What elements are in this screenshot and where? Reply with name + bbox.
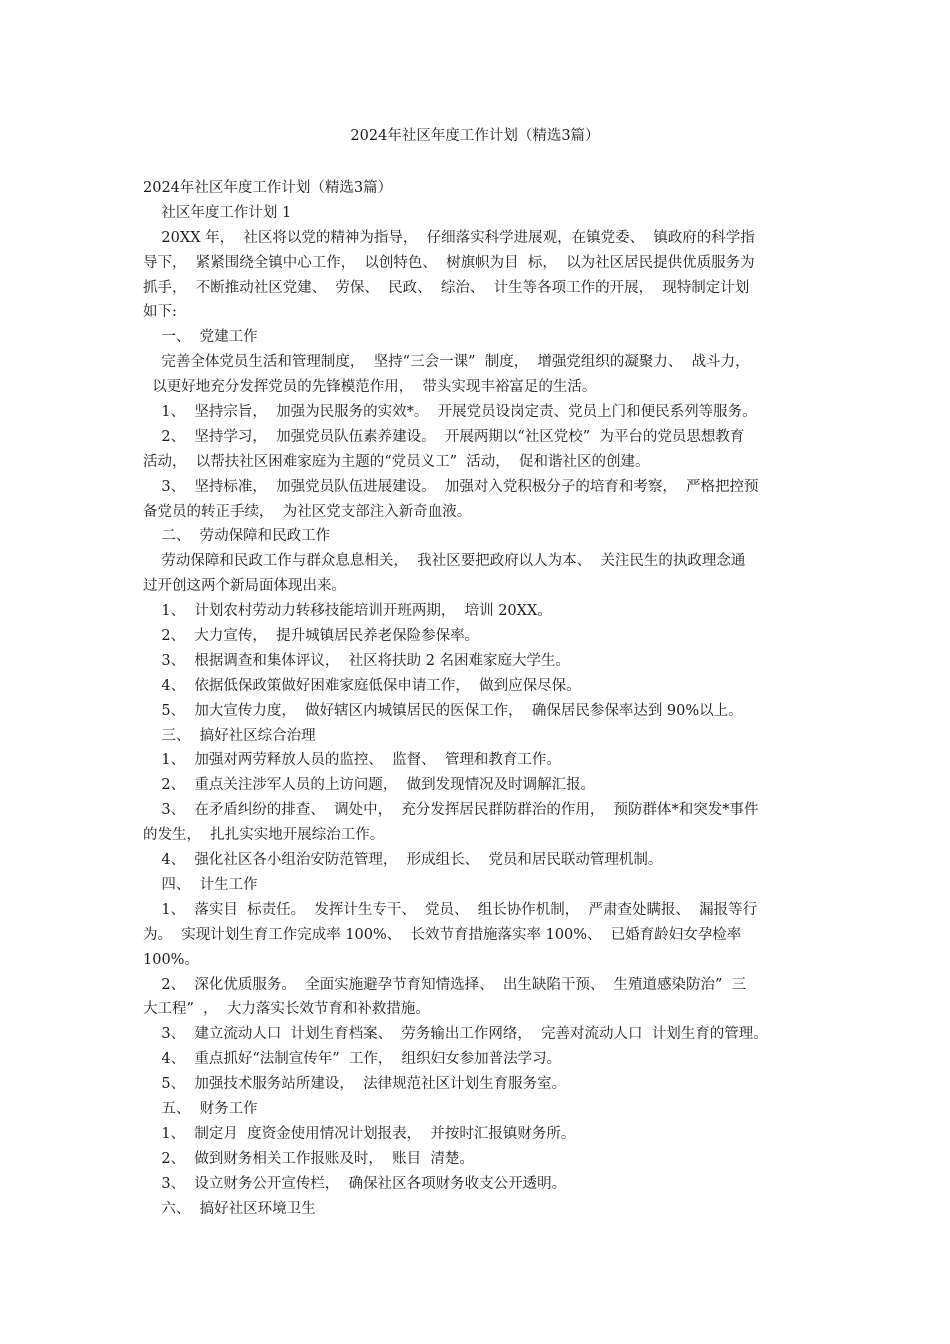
text-line: 以更好地充分发挥党员的先锋模范作用， 带头实现丰裕富足的生活。 xyxy=(143,379,597,396)
text-line: 备党员的转正手续， 为社区党支部注入新奇血液。 xyxy=(143,503,472,520)
text-line: 三、 搞好社区综合治理 xyxy=(143,727,316,744)
text-line: 1、 计划农村劳动力转移技能培训开班两期， 培训 20XX。 xyxy=(143,603,552,620)
text-line: 3、 建立流动人口 计划生育档案、 劳务输出工作网络， 完善对流动人口 计划生育的管理。 xyxy=(143,1026,768,1043)
text-line: 5、 加大宣传力度， 做好辖区内城镇居民的医保工作， 确保居民参保率达到 90%以上。 xyxy=(143,702,743,719)
page-title: 2024年社区年度工作计划（精选3篇） xyxy=(350,128,600,144)
text-line: 二、 劳动保障和民政工作 xyxy=(143,528,331,545)
text-line: 的发生， 扎扎实实地开展综治工作。 xyxy=(143,827,385,844)
text-line: 2024年社区年度工作计划（精选3篇） xyxy=(143,180,393,196)
text-line: 活动， 以帮扶社区困难家庭为主题的“党员义工” 活动， 促和谐社区的创建。 xyxy=(143,453,650,470)
text-line: 大工程” ， 大力落实长效节育和补救措施。 xyxy=(143,1001,430,1018)
text-line: 1、 制定月 度资金使用情况计划报表， 并按时汇报镇财务所。 xyxy=(143,1125,576,1142)
text-line: 过开创这两个新局面体现出来。 xyxy=(143,578,346,595)
text-line: 抓手， 不断推动社区党建、 劳保、 民政、 综治、 计生等各项工作的开展， 现特制定计划 xyxy=(143,279,750,296)
text-line: 一、 党建工作 xyxy=(143,329,258,346)
text-line: 1、 落实目 标责任。 发挥计生专干、 党员、 组长协作机制， 严肃查处瞒报、 漏报等行 xyxy=(143,901,758,918)
text-line: 五、 财务工作 xyxy=(143,1100,258,1117)
text-line: 如下: xyxy=(143,304,177,321)
text-line: 1、 加强对两劳释放人员的监控、 监督、 管理和教育工作。 xyxy=(143,752,561,769)
text-line: 2、 重点关注涉军人员的上访问题， 做到发现情况及时调解汇报。 xyxy=(143,777,596,794)
text-line: 20XX 年， 社区将以党的精神为指导， 仔细落实科学进展观，在镇党委、 镇政府的科学指 xyxy=(143,229,755,246)
text-line: 4、 强化社区各小组治安防范管理， 形成组长、 党员和居民联动管理机制。 xyxy=(143,852,663,869)
text-line: 2、 深化优质服务。 全面实施避孕节育知情选择、 出生缺陷干预、 生殖道感染防治” 三 xyxy=(143,976,747,993)
text-line: 完善全体党员生活和管理制度， 坚持“三会一课” 制度， 增强党组织的凝聚力、 战斗力， xyxy=(143,354,750,371)
text-line: 六、 搞好社区环境卫生 xyxy=(143,1200,316,1217)
text-line: 2、 做到财务相关工作报账及时， 账目 清楚。 xyxy=(143,1150,474,1167)
text-line: 四、 计生工作 xyxy=(143,876,258,893)
text-line: 3、 坚持标准， 加强党员队伍进展建设。 加强对入党积极分子的培育和考察， 严格把控预 xyxy=(143,478,759,495)
text-line: 3、 根据调查和集体评议， 社区将扶助 2 名困难家庭大学生。 xyxy=(143,652,571,669)
text-line: 劳动保障和民政工作与群众息息相关， 我社区要把政府以人为本、 关注民生的执政理念通 xyxy=(143,553,746,570)
text-line: 100%。 xyxy=(143,951,199,968)
text-line: 3、 设立财务公开宣传栏， 确保社区各项财务收支公开透明。 xyxy=(143,1175,567,1192)
text-line: 1、 坚持宗旨， 加强为民服务的实效*。 开展党员设岗定责、党员上门和便民系列等服务。 xyxy=(143,404,757,421)
text-line: 为。 实现计划生育工作完成率 100%、 长效节育措施落实率 100%、 已婚育龄妇女孕检率 xyxy=(143,926,742,943)
text-line: 5、 加强技术服务站所建设， 法律规范社区计划生育服务室。 xyxy=(143,1076,567,1093)
text-line: 3、 在矛盾纠纷的排查、 调处中， 充分发挥居民群防群治的作用， 预防群体*和突发*事件 xyxy=(143,802,759,819)
text-line: 2、 坚持学习， 加强党员队伍素养建设。 开展两期以“社区党校” 为平台的党员思想教育 xyxy=(143,428,745,445)
text-line: 2、 大力宣传， 提升城镇居民养老保险参保率。 xyxy=(143,628,480,645)
document-body xyxy=(143,176,813,1221)
text-line: 4、 依据低保政策做好困难家庭低保申请工作， 做到应保尽保。 xyxy=(143,677,581,694)
text-line: 社区年度工作计划 1 xyxy=(143,204,292,221)
text-line: 4、 重点抓好“法制宣传年” 工作， 组织妇女参加普法学习。 xyxy=(143,1051,562,1068)
text-line: 导下， 紧紧围绕全镇中心工作， 以创特色、 树旗帜为目 标， 以为社区居民提供优质服务为 xyxy=(143,254,755,271)
